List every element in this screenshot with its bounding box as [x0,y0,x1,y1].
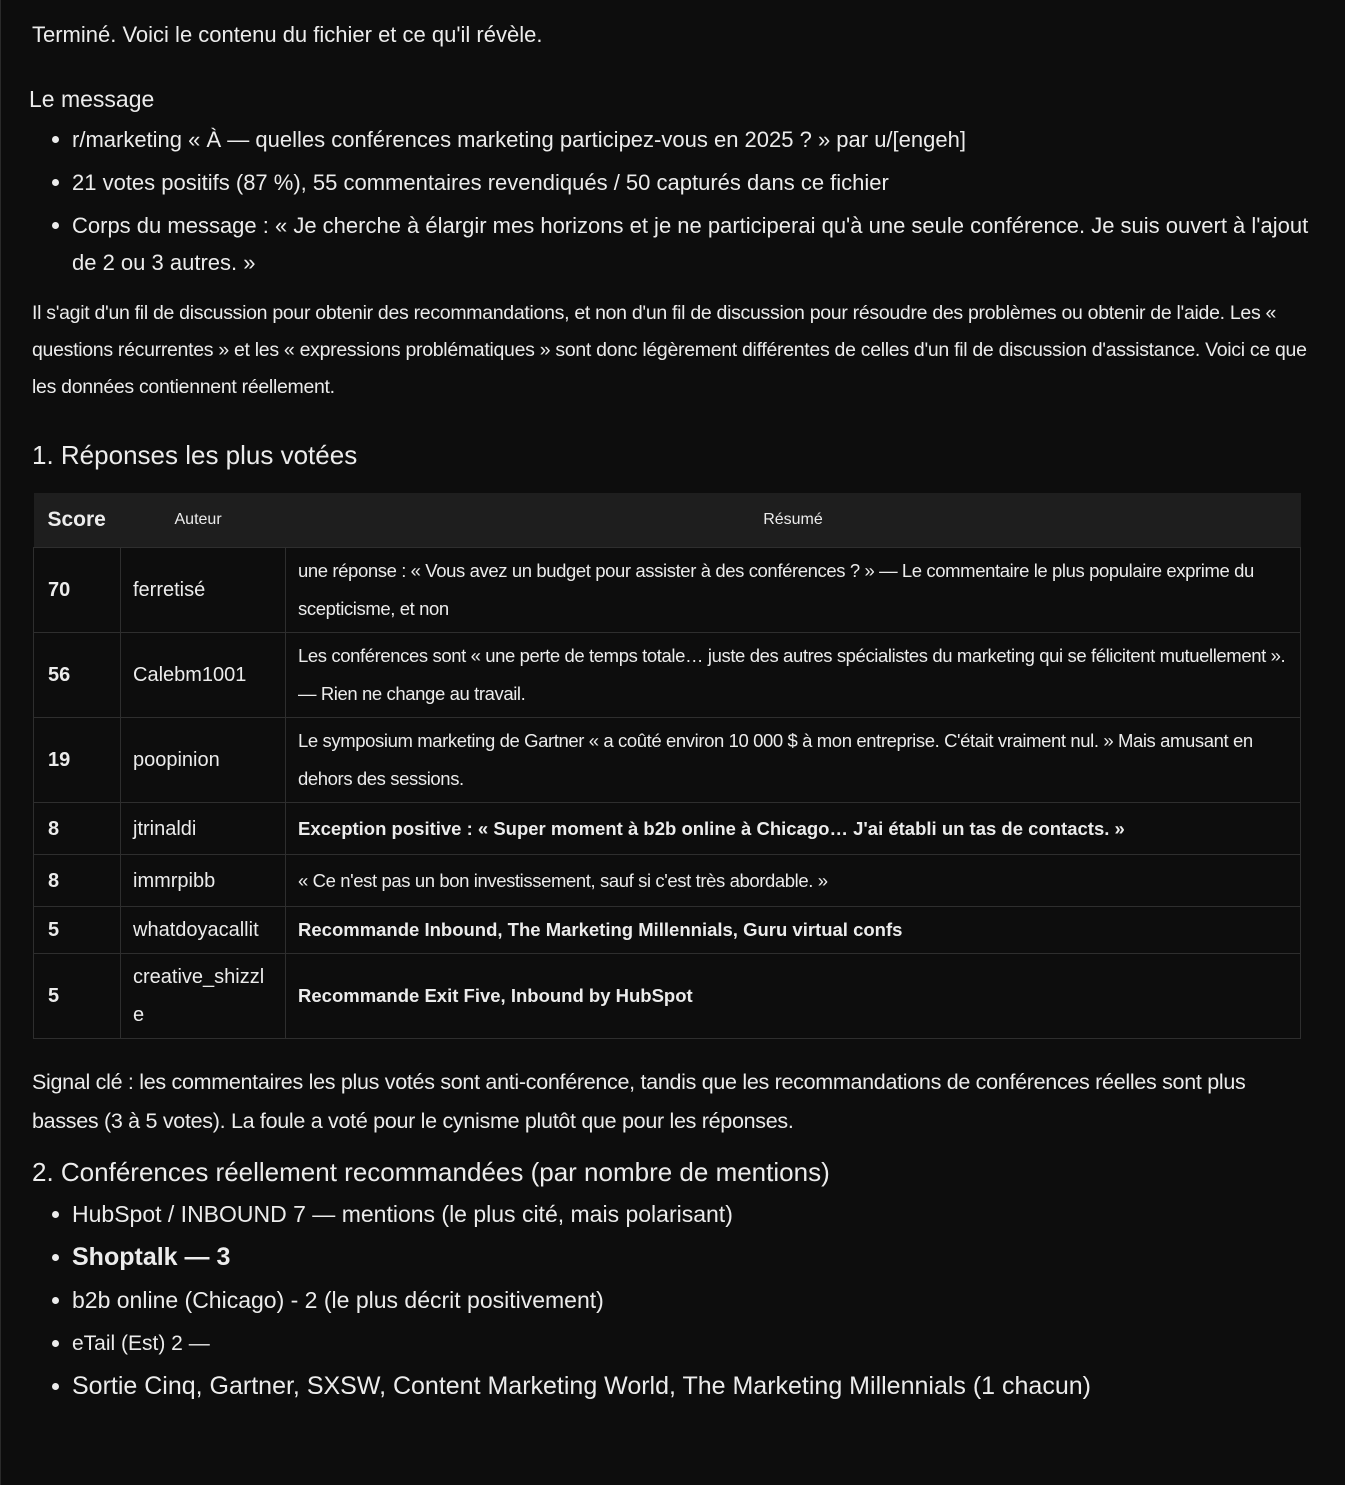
list-item: HubSpot / INBOUND 7 — mentions (le plus cité, mais polarisant) [72,1196,1313,1233]
table-row [34,907,1301,954]
section-1-title: 1. Réponses les plus votées [32,440,358,470]
table-row [34,718,1301,803]
cell-summary: Recommande Exit Five, Inbound by HubSpot [286,954,1301,1039]
cell-score: 19 [34,718,121,803]
cell-author: whatdoyacallit [121,907,286,954]
list-item: Corps du message : « Je cherche à élargir mes horizons et je ne participerai qu'à une seule conférence. Je suis ouvert à l'ajout de 2 ou 3 autres. » [72,207,1313,281]
cell-author: jtrinaldi [121,803,286,855]
cell-summary: Les conférences sont « une perte de temps totale… juste des autres spécialistes du marketing qui se félicitent mutuellement ». — Rien ne change au travail. [286,633,1301,718]
message-list [32,121,1313,281]
chat-response [1,0,1345,1405]
cell-summary: Recommande Inbound, The Marketing Millennials, Guru virtual confs [286,907,1301,954]
table-row [34,954,1301,1039]
list-item: 21 votes positifs (87 %), 55 commentaires revendiqués / 50 capturés dans ce fichier [72,164,1313,201]
cell-author: Calebm1001 [121,633,286,718]
cell-summary: Exception positive : « Super moment à b2b online à Chicago… J'ai établi un tas de contacts. » [286,803,1301,855]
header-score: Score [34,493,121,548]
cell-author: immrpibb [121,855,286,907]
key-signal-text: Signal clé : les commentaires les plus votés sont anti-conférence, tandis que les recommandations de conférences réelles sont plus basses (3 à 5 votes). La foule a voté pour le cynisme plutôt que pour les réponses. [32,1070,1246,1133]
list-item: Sortie Cinq, Gartner, SXSW, Content Marketing World, The Marketing Millennials (1 chacun) [72,1368,1313,1405]
cell-score: 8 [34,855,121,907]
table-row [34,803,1301,855]
cell-score: 70 [34,548,121,633]
table-row [34,548,1301,633]
cell-summary: Le symposium marketing de Gartner « a coûté environ 10 000 $ à mon entreprise. C'était vraiment nul. » Mais amusant en dehors des sessions. [286,718,1301,803]
intro-text: Terminé. Voici le contenu du fichier et ce qu'il révèle. [32,22,543,47]
cell-score: 5 [34,954,121,1039]
message-heading: Le message [29,86,155,112]
table-row [34,633,1301,718]
list-item: eTail (Est) 2 — [72,1325,1313,1362]
header-author: Auteur [121,493,286,548]
section-2-title: 2. Conférences réellement recommandées (par nombre de mentions) [32,1157,830,1187]
conference-list [32,1196,1313,1405]
context-paragraph: Il s'agit d'un fil de discussion pour obtenir des recommandations, et non d'un fil de discussion pour résoudre des problèmes ou obtenir de l'aide. Les « questions récurrentes » et les « expressions problématiques » sont donc légèrement différentes de celles d'un fil de discussion d'assistance. Voici ce que les données contiennent réellement. [32,302,1307,398]
cell-summary: une réponse : « Vous avez un budget pour assister à des conférences ? » — Le commentaire le plus populaire exprime du scepticisme, et non [286,548,1301,633]
table-row [34,855,1301,907]
list-item: b2b online (Chicago) - 2 (le plus décrit positivement) [72,1282,1313,1319]
cell-author: poopinion [121,718,286,803]
cell-summary: « Ce n'est pas un bon investissement, sauf si c'est très abordable. » [286,855,1301,907]
cell-author: ferretisé [121,548,286,633]
list-item: r/marketing « À — quelles conférences marketing participez-vous en 2025 ? » par u/[engeh] [72,121,1313,158]
cell-author: creative_shizzle [121,954,286,1039]
cell-score: 5 [34,907,121,954]
header-summary: Résumé [286,493,1301,548]
cell-score: 8 [34,803,121,855]
table-header-row [34,493,1301,548]
list-item: Shoptalk — 3 [72,1239,1313,1276]
top-replies-table [33,493,1301,1039]
cell-score: 56 [34,633,121,718]
